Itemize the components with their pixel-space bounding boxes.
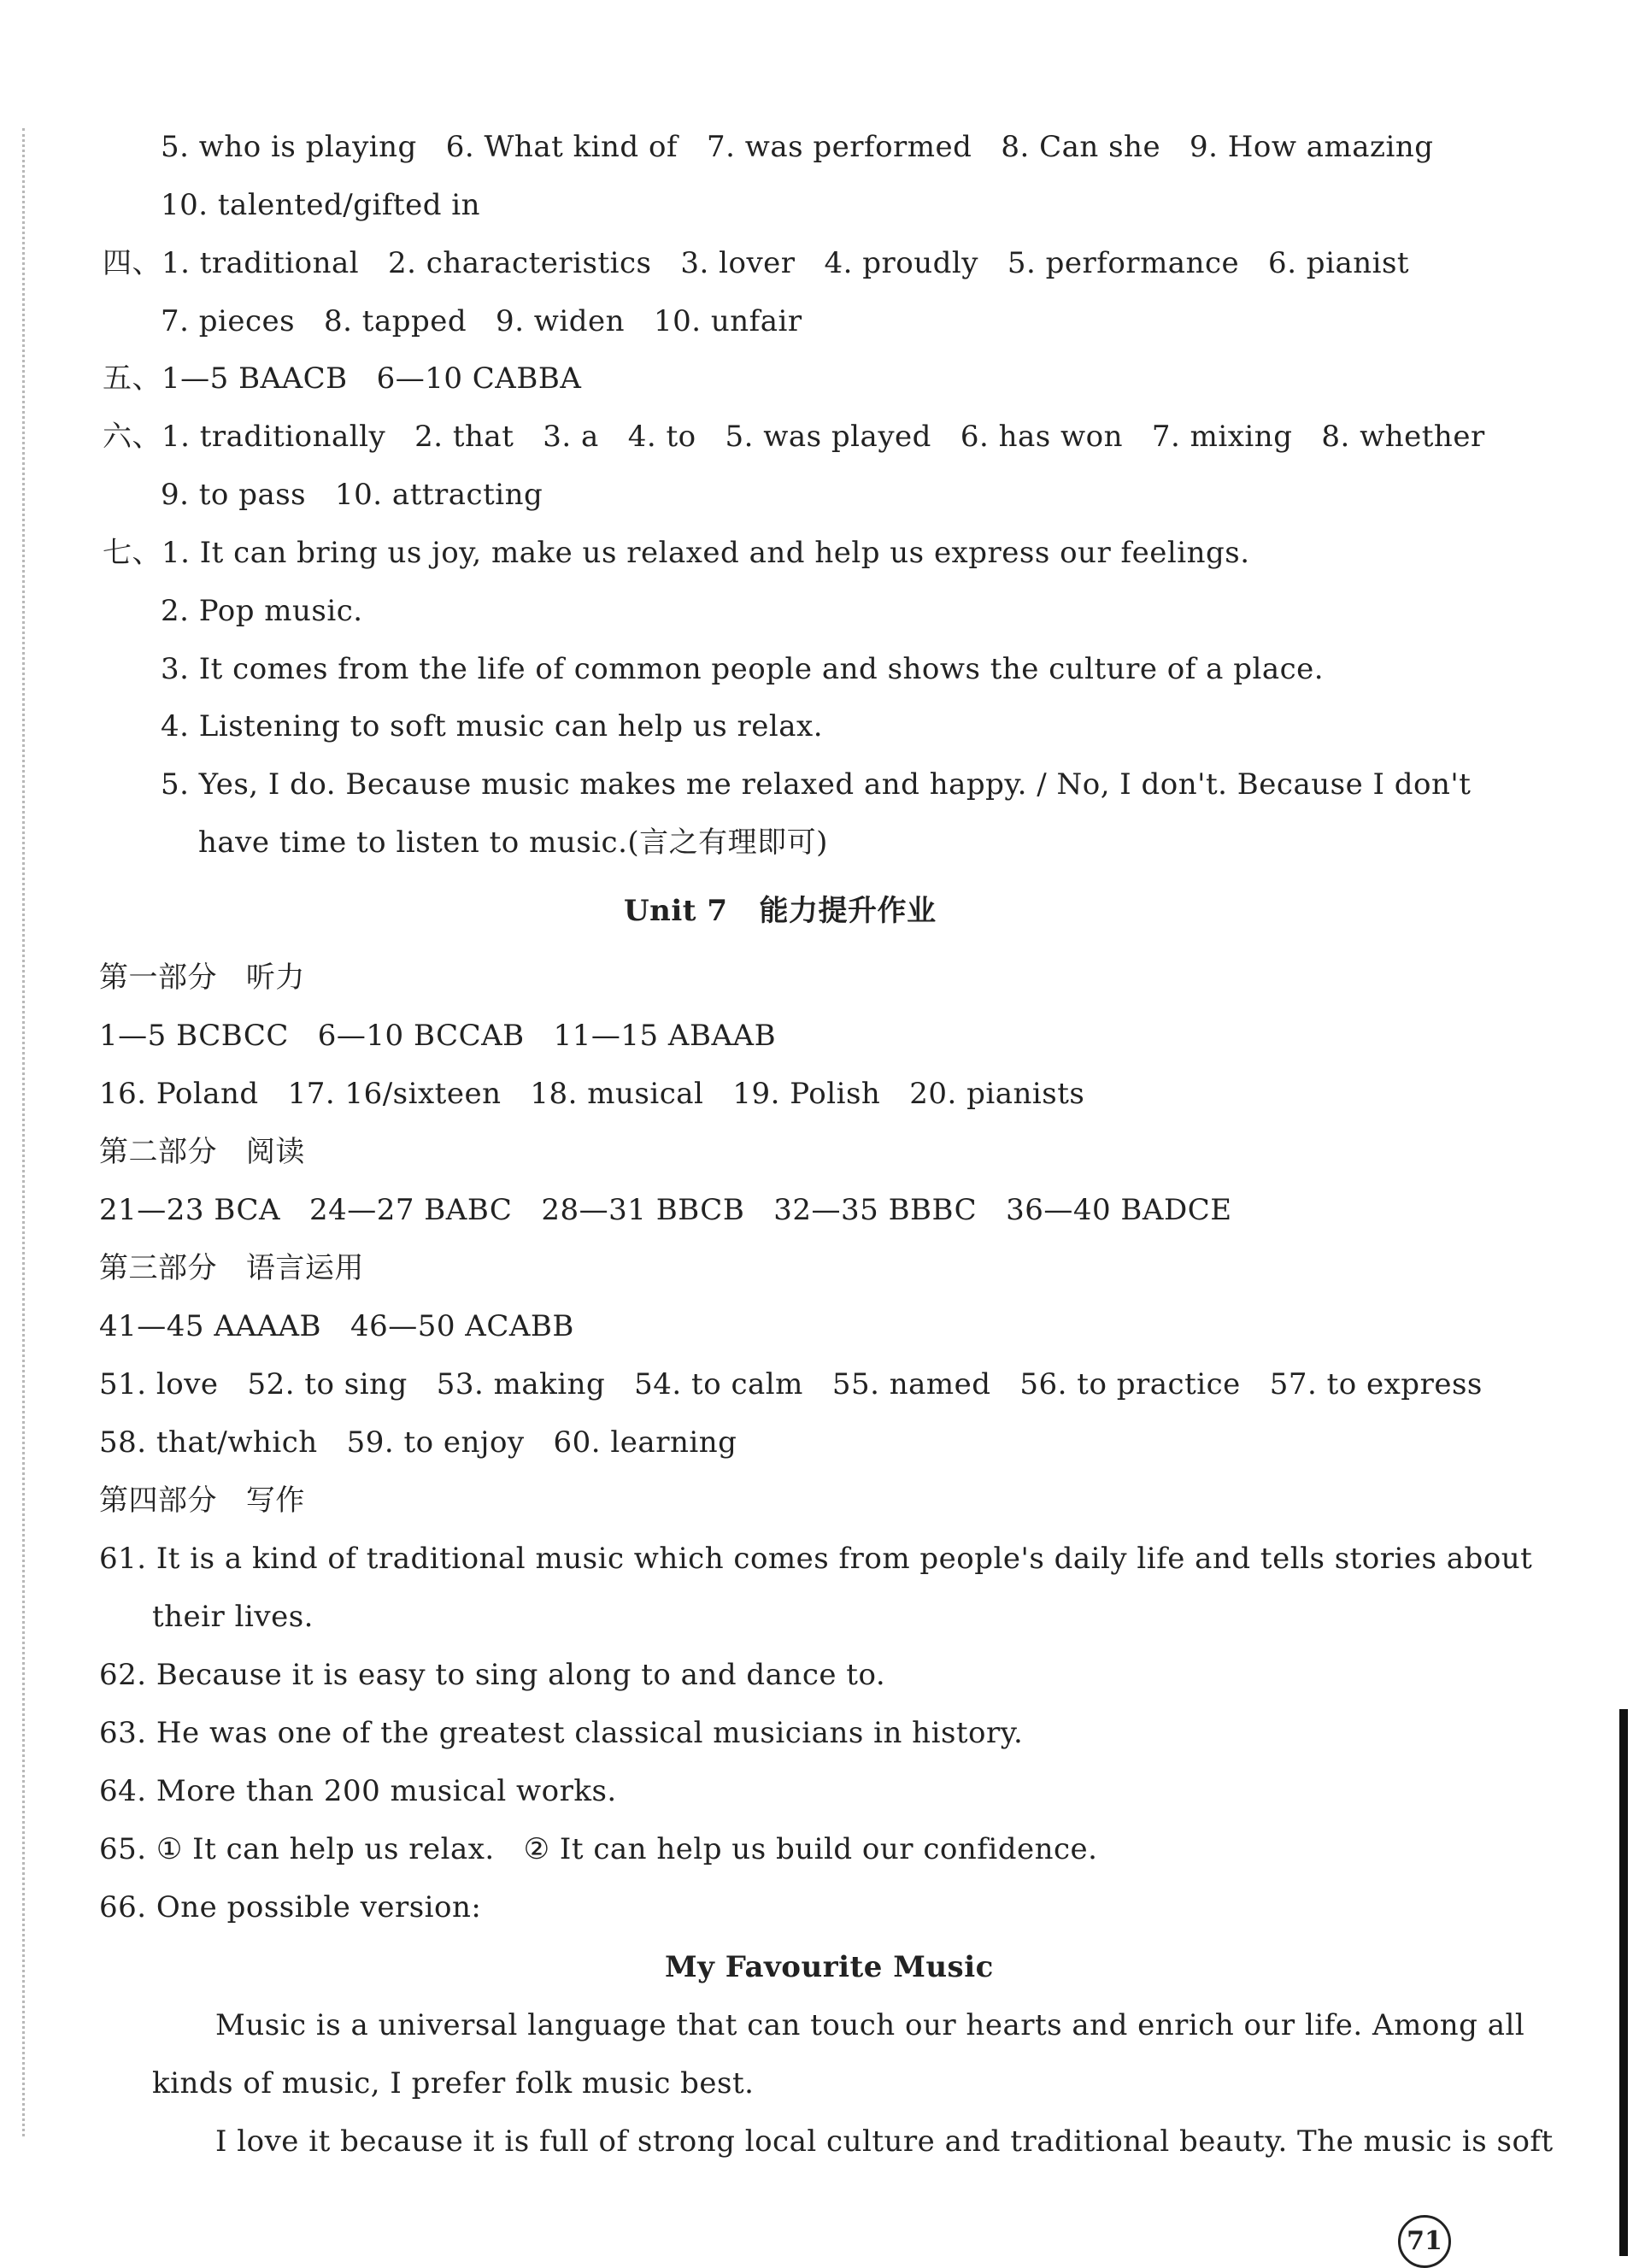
text-line: 65. ① It can help us relax. ② It can help us build our confidence.: [99, 1832, 1098, 1866]
section-seven-answers: 七、1. It can bring us joy, make us relaxed and help us express our feelings.: [103, 536, 1250, 570]
unit-heading: Unit 7 能力提升作业: [624, 894, 937, 928]
page-number-badge: 71: [1398, 2215, 1451, 2268]
text-line: 21—23 BCA 24—27 BABC 28—31 BBCB 32—35 BBBC 36—40 BADCE: [99, 1193, 1232, 1227]
text-line: 58. that/which 59. to enjoy 60. learning: [99, 1425, 737, 1460]
text-line: 61. It is a kind of traditional music which comes from people's daily life and tells stories about: [99, 1542, 1533, 1576]
part-heading-reading: 第二部分 阅读: [99, 1135, 305, 1169]
part-heading-language-use: 第三部分 语言运用: [99, 1251, 364, 1285]
essay-paragraph-line: I love it because it is full of strong local culture and traditional beauty. The music is soft: [215, 2124, 1554, 2159]
text-line: 7. pieces 8. tapped 9. widen 10. unfair: [161, 304, 802, 338]
section-six-answers: 六、1. traditionally 2. that 3. a 4. to 5. was played 6. has won 7. mixing 8. whether: [103, 420, 1485, 454]
text-line: 64. More than 200 musical works.: [99, 1774, 617, 1808]
section-five-answers: 五、1—5 BAACB 6—10 CABBA: [103, 361, 582, 396]
part-heading-listening: 第一部分 听力: [99, 961, 305, 995]
margin-dotted-line: [22, 128, 25, 2136]
text-line: 9. to pass 10. attracting: [161, 478, 543, 512]
text-line: 66. One possible version:: [99, 1890, 482, 1924]
text-line: 5. who is playing 6. What kind of 7. was performed 8. Can she 9. How amazing: [161, 130, 1434, 164]
section-four-answers: 四、1. traditional 2. characteristics 3. lover 4. proudly 5. performance 6. pianist: [103, 246, 1410, 280]
text-line: 2. Pop music.: [161, 594, 363, 628]
part-heading-writing: 第四部分 写作: [99, 1484, 305, 1518]
essay-paragraph-line: Music is a universal language that can touch our hearts and enrich our life. Among all: [215, 2008, 1525, 2042]
text-line: have time to listen to music.(言之有理即可): [198, 826, 828, 860]
text-line: their lives.: [152, 1600, 314, 1634]
text-line: 62. Because it is easy to sing along to and dance to.: [99, 1658, 886, 1692]
text-line: 3. It comes from the life of common people and shows the culture of a place.: [161, 652, 1325, 686]
text-line: 41—45 AAAAB 46—50 ACABB: [99, 1309, 574, 1343]
text-line: 1—5 BCBCC 6—10 BCCAB 11—15 ABAAB: [99, 1019, 777, 1053]
text-line: 4. Listening to soft music can help us relax.: [161, 709, 824, 743]
text-line: 5. Yes, I do. Because music makes me relaxed and happy. / No, I don't. Because I don't: [161, 767, 1472, 802]
essay-paragraph-line: kinds of music, I prefer folk music best.: [152, 2066, 755, 2101]
text-line: 16. Poland 17. 16/sixteen 18. musical 19. Polish 20. pianists: [99, 1077, 1085, 1111]
essay-title: My Favourite Music: [665, 1950, 994, 1984]
text-line: 10. talented/gifted in: [161, 188, 481, 222]
text-line: 63. He was one of the greatest classical musicians in history.: [99, 1716, 1024, 1750]
right-edge-rule: [1619, 1709, 1628, 2256]
text-line: 51. love 52. to sing 53. making 54. to calm 55. named 56. to practice 57. to express: [99, 1367, 1483, 1401]
